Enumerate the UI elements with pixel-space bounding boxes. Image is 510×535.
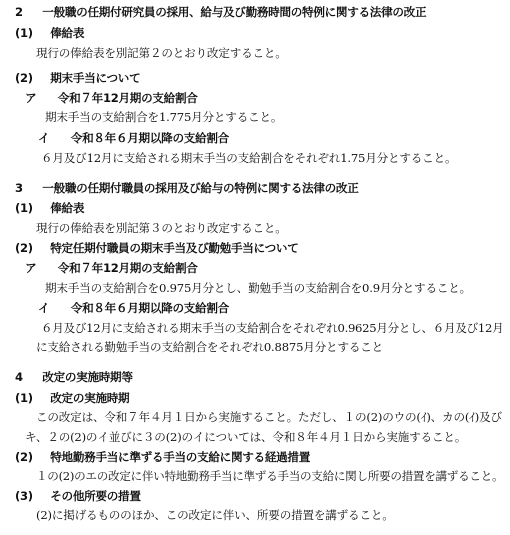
section-4-item-3-heading [15, 488, 141, 504]
section-3-subitem-a-marker: ア [25, 261, 37, 275]
section-2-item-1-title: 俸給表 [50, 26, 85, 40]
section-2-item-2-title: 期末手当について [50, 71, 141, 85]
section-4-item-1-title: 改定の実施時期 [50, 391, 130, 405]
section-2-title: 一般職の任期付研究員の採用、給与及び勤務時間の特例に関する法律の改正 [42, 5, 427, 19]
section-3-number: 3 [15, 181, 23, 195]
section-3-subitem-i-marker: イ [38, 301, 50, 315]
section-4-item-2-heading [15, 449, 310, 465]
section-2-subitem-a-title: 令和７年12月期の支給割合 [57, 91, 198, 105]
section-4-item-3-text: (2)に掲げるもののほか、この改定に伴い、所要の措置を講ずること。 [36, 508, 394, 522]
section-4-item-1-text-1: この改定は、令和７年４月１日から実施すること。ただし、１の(2)のウの(ｲ)、カの(ｲ)及び [36, 410, 502, 424]
section-2-item-1-text: 現行の俸給表を別記第２のとおり改定すること。 [36, 46, 287, 60]
section-4-item-3-marker: (3) [15, 489, 33, 503]
section-4-item-2-text: １の(2)のエの改定に伴い特地勤務手当に準ずる手当の支給に関し所要の措置を講ずること。 [36, 469, 504, 483]
section-4-title: 改定の実施時期等 [42, 370, 133, 384]
section-4-item-2-marker: (2) [15, 450, 33, 464]
section-3-item-1-heading [15, 200, 84, 216]
section-4-item-3-title: その他所要の措置 [50, 489, 141, 503]
section-3-subitem-a-title: 令和７年12月期の支給割合 [57, 261, 198, 275]
section-3-subitem-i-text-1: ６月及び12月に支給される期末手当の支給割合をそれぞれ0.9625月分とし、６月及び12月 [41, 321, 504, 335]
section-3-subitem-i-text-2: に支給される勤勉手当の支給割合をそれぞれ0.8875月分とすること [36, 340, 384, 354]
section-3-title: 一般職の任期付職員の採用及び給与の特例に関する法律の改正 [42, 181, 359, 195]
section-2-item-2-marker: (2) [15, 71, 33, 85]
section-3-heading [15, 180, 359, 196]
section-2-heading [15, 4, 426, 20]
section-4-item-2-title: 特地勤務手当に準ずる手当の支給に関する経過措置 [50, 450, 311, 464]
section-3-item-1-text: 現行の俸給表を別記第３のとおり改定すること。 [36, 221, 287, 235]
section-4-item-1-text-2: キ、２の(2)のイ並びに３の(2)のイについては、令和８年４月１日から実施すること。 [25, 430, 467, 444]
section-3-subitem-a-heading [25, 260, 198, 276]
section-2-number: 2 [15, 5, 23, 19]
section-2-subitem-a-text: 期末手当の支給割合を1.775月分とすること。 [45, 110, 283, 124]
section-4-number: 4 [15, 370, 23, 384]
section-3-subitem-i-title: 令和８年６月期以降の支給割合 [70, 301, 229, 315]
section-3-item-2-marker: (2) [15, 241, 33, 255]
section-3-item-2-title: 特定任期付職員の期末手当及び勤勉手当について [50, 241, 299, 255]
section-2-subitem-i-text: ６月及び12月に支給される期末手当の支給割合をそれぞれ1.75月分とすること。 [41, 151, 457, 165]
section-2-item-1-heading [15, 25, 84, 41]
section-2-item-1-marker: (1) [15, 26, 33, 40]
section-3-item-1-title: 俸給表 [50, 201, 85, 215]
section-4-heading [15, 369, 133, 385]
section-2-subitem-i-heading [38, 130, 229, 146]
section-2-item-2-heading [15, 70, 140, 86]
section-2-subitem-a-heading [25, 90, 198, 106]
section-2-subitem-i-marker: イ [38, 131, 50, 145]
section-2-subitem-a-marker: ア [25, 91, 37, 105]
section-3-subitem-a-text: 期末手当の支給割合を0.975月分とし、勤勉手当の支給割合を0.9月分とすること。 [45, 281, 472, 295]
section-4-item-1-marker: (1) [15, 391, 33, 405]
section-3-item-1-marker: (1) [15, 201, 33, 215]
section-3-subitem-i-heading [38, 300, 229, 316]
section-3-item-2-heading [15, 240, 299, 256]
section-4-item-1-heading [15, 390, 129, 406]
section-2-subitem-i-title: 令和８年６月期以降の支給割合 [70, 131, 229, 145]
